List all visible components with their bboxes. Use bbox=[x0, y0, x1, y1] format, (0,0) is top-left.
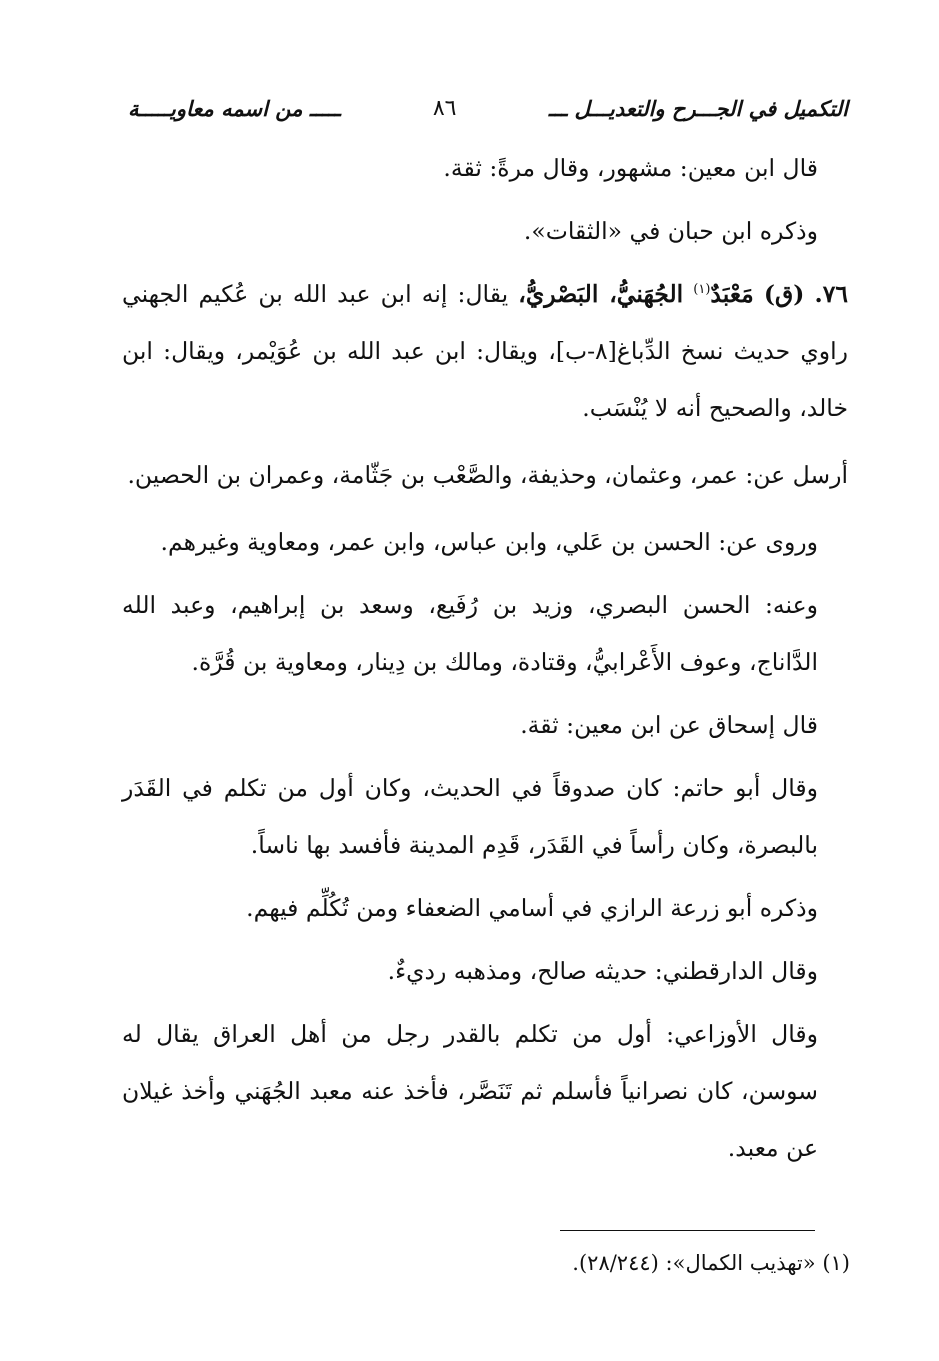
biography-entry bbox=[122, 266, 848, 437]
paragraph: قال إسحاق عن ابن معين: ثقة. bbox=[520, 711, 818, 739]
entry-number: ٧٦. bbox=[814, 280, 848, 308]
paragraph: وروى عن: الحسن بن عَلي، وابن عباس، وابن عمر، ومعاوية وغيرهم. bbox=[160, 528, 818, 556]
page-header bbox=[128, 88, 848, 128]
entry-text: يقال: إنه ابن عبد الله بن عُكيم الجهني راوي حديث نسخ الدِّباغ[٨-ب]، ويقال: ابن عبد الله بن عُوَيْمر، ويقال: ابن خالد، والصحيح أنه لا يُنْسَب. bbox=[122, 280, 848, 422]
footnote-number: (١) bbox=[822, 1251, 850, 1275]
footnote-divider bbox=[560, 1230, 815, 1231]
paragraph: وذكره ابن حبان في «الثقات». bbox=[523, 217, 818, 245]
paragraph: وقال الدارقطني: حديثه صالح، ومذهبه رديءٌ. bbox=[387, 957, 818, 985]
entry-nisba: الجُهَنيُّ، البَصْريُّ، bbox=[518, 280, 684, 308]
page-number: ٨٦ bbox=[432, 95, 457, 121]
page-body bbox=[122, 140, 848, 1177]
footnote-marker: (١) bbox=[693, 282, 711, 298]
entry-name: مَعْبَدٌ bbox=[710, 280, 754, 308]
paragraph: أرسل عن: عمر، وعثمان، وحذيفة، والصَّعْب بن جَثّامة، وعمران بن الحصين. bbox=[127, 461, 848, 489]
paragraph: وقال أبو حاتم: كان صدوقاً في الحديث، وكان أول من تكلم في القَدَر بالبصرة، وكان رأساً في القَدَر، قَدِم المدينة فأفسد بها ناساً. bbox=[122, 774, 818, 859]
paragraph: وعنه: الحسن البصري، وزيد بن رُفَيع، وسعد بن إبراهيم، وعبد الله الدَّاناج، وعوف الأَعْرابيُّ، وقتادة، ومالك بن دِينار، ومعاوية بن قُرَّة. bbox=[122, 591, 818, 676]
footnote-text: «تهذيب الكمال»: (٢٨/٢٤٤). bbox=[572, 1251, 816, 1275]
running-title: التكميل في الجـــرح والتعديـــل ـــ bbox=[548, 95, 848, 121]
paragraph: قال ابن معين: مشهور، وقال مرةً: ثقة. bbox=[443, 154, 818, 182]
paragraph: وقال الأوزاعي: أول من تكلم بالقدر رجل من أهل العراق يقال له سوسن، كان نصرانياً فأسلم ثم تَنَصَّر، فأخذ عنه معبد الجُهَني وأخذ غيلان عن معبد. bbox=[122, 1020, 818, 1162]
paragraph: وذكره أبو زرعة الرازي في أسامي الضعفاء ومن تُكُلِّم فيهم. bbox=[246, 894, 818, 922]
entry-symbol: (ق) bbox=[763, 280, 805, 308]
section-title: ـــــ من اسمه معاويـــــة bbox=[128, 95, 341, 121]
footnote bbox=[400, 1245, 850, 1281]
